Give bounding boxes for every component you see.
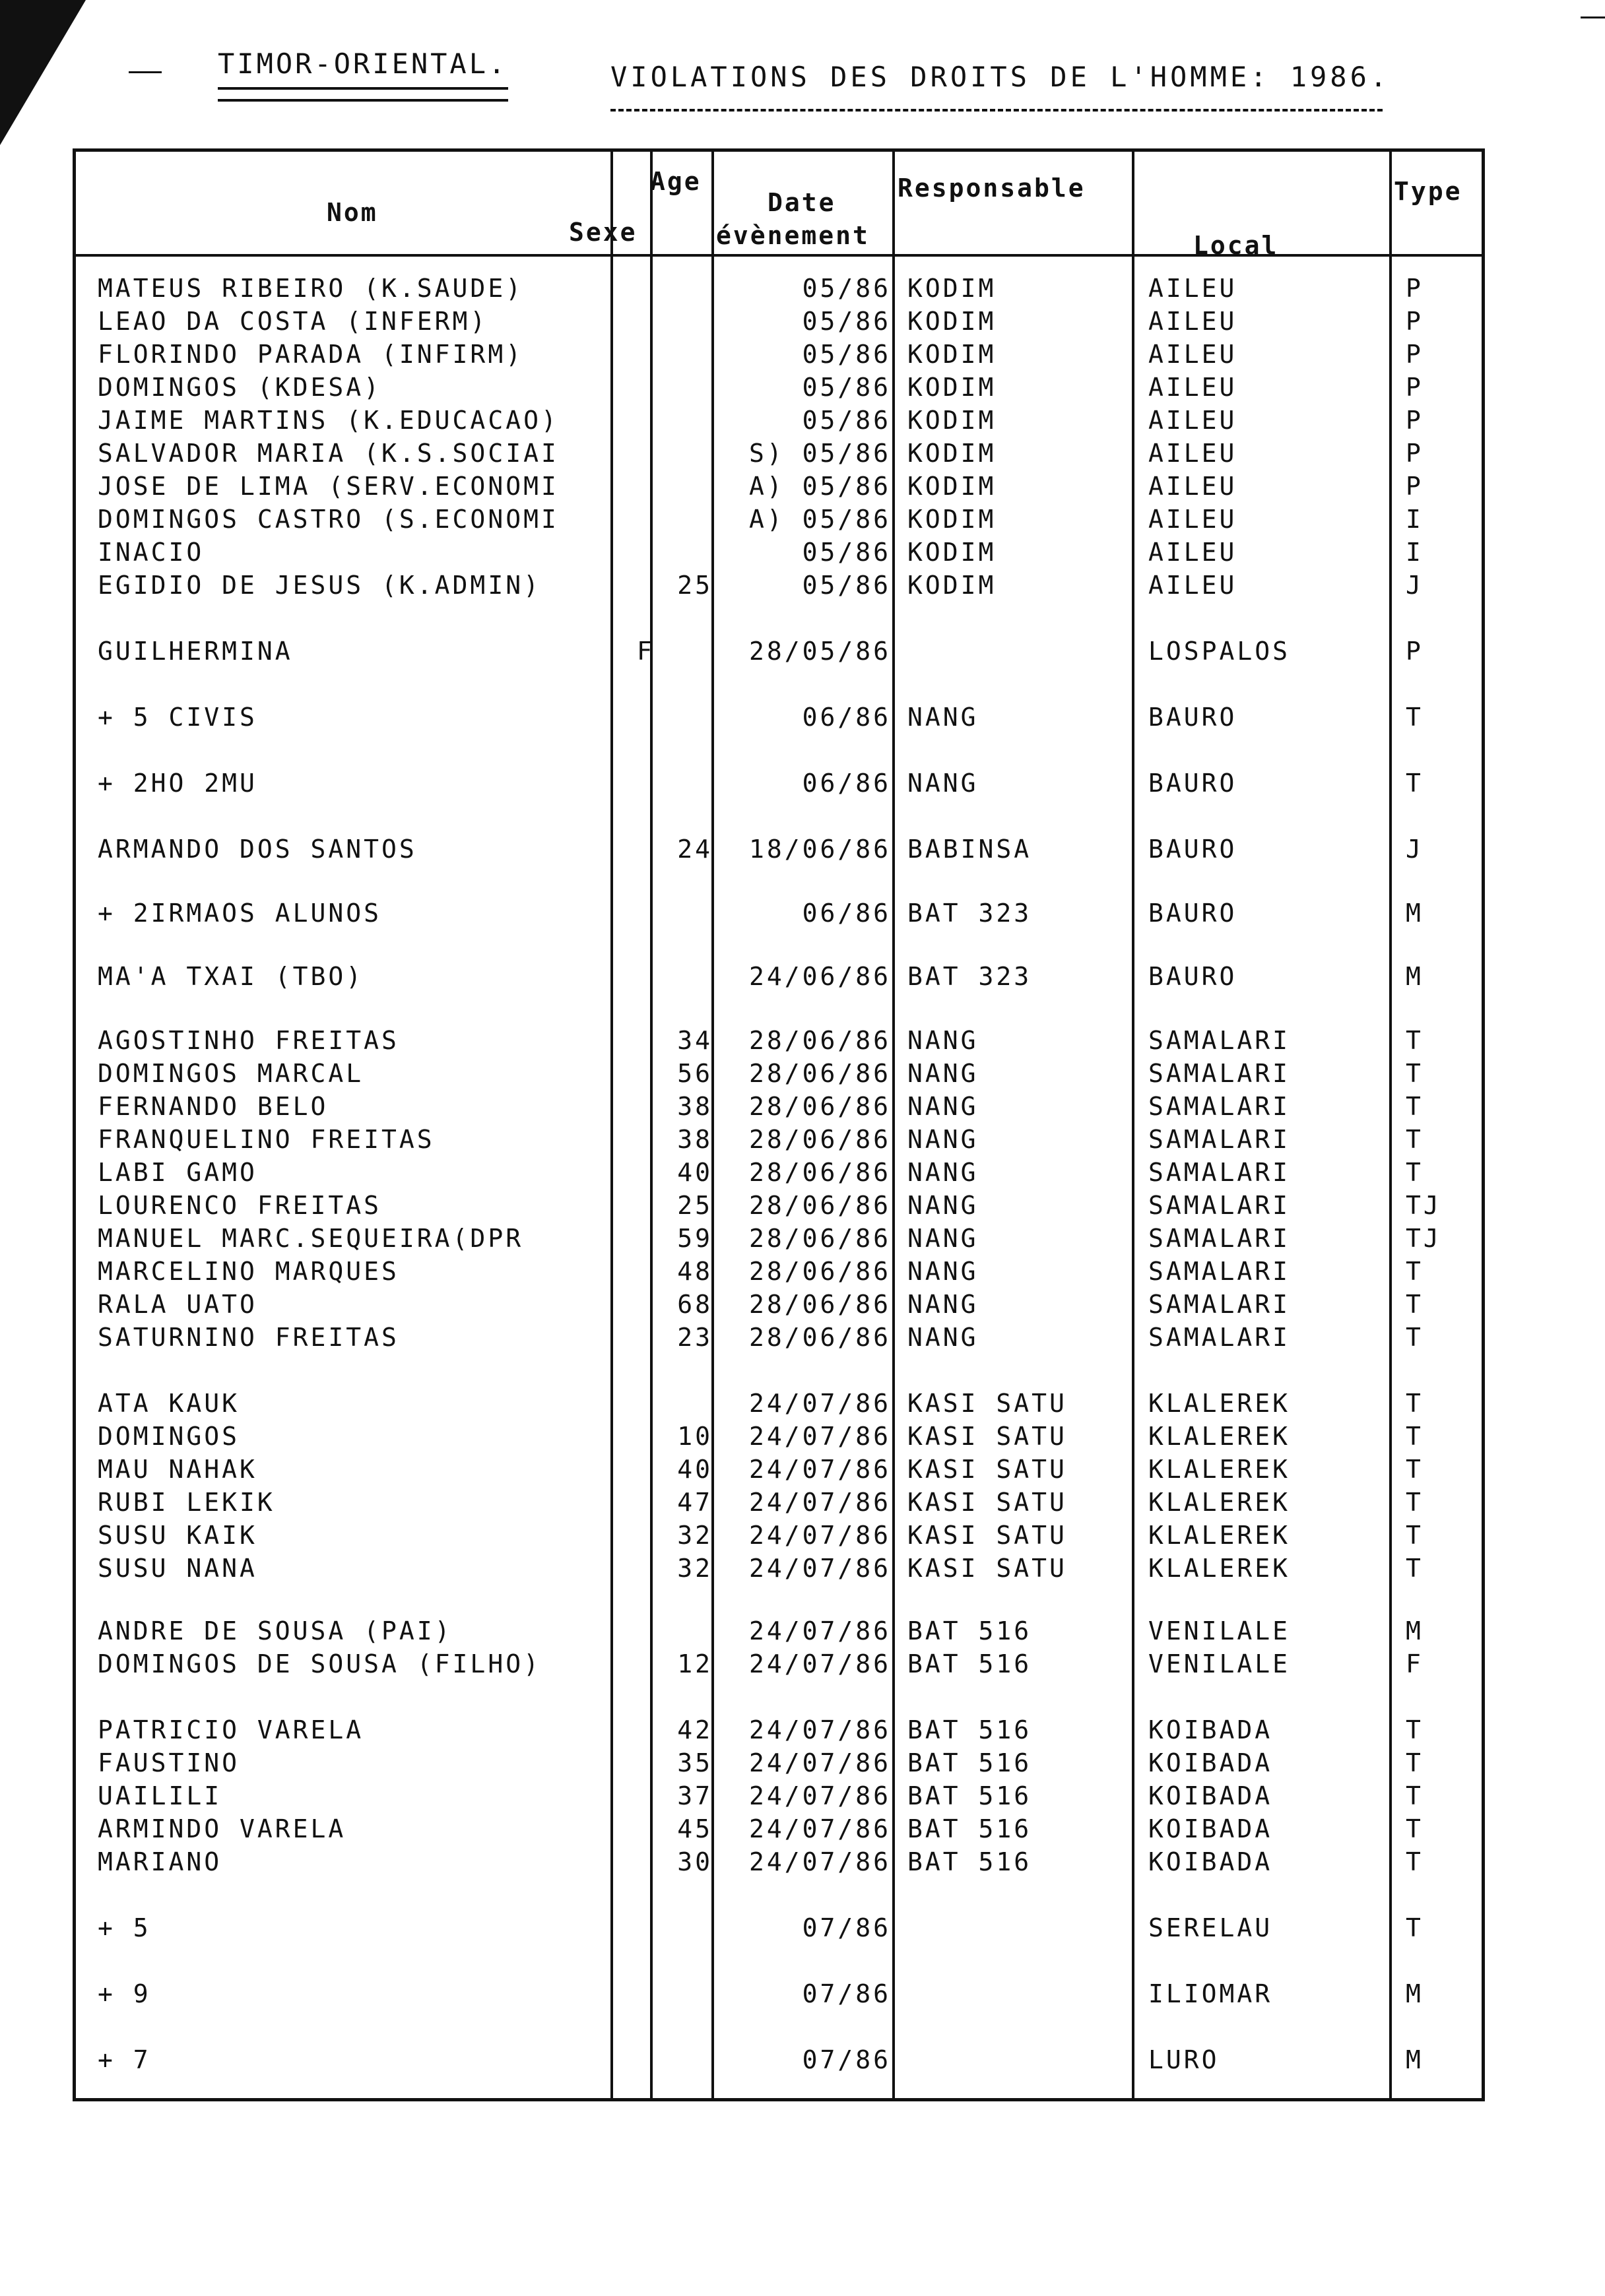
header-local: Local <box>1193 231 1279 260</box>
title-double-underline <box>218 87 508 102</box>
cell-date: 28/06/86 <box>748 1059 891 1088</box>
cell-local: SAMALARI <box>1148 1026 1291 1055</box>
cell-date: 28/06/86 <box>748 1224 891 1253</box>
cell-age: 35 <box>677 1748 713 1777</box>
cell-date: 28/06/86 <box>748 1290 891 1319</box>
cell-type: TJ <box>1406 1224 1441 1253</box>
cell-resp: KASI SATU <box>907 1554 1067 1583</box>
cell-nom: GUILHERMINA <box>98 637 293 666</box>
table-row <box>0 373 1605 406</box>
cell-date: 24/06/86 <box>748 962 891 991</box>
cell-nom: RALA UATO <box>98 1290 257 1319</box>
cell-resp: BAT 516 <box>907 1715 1032 1744</box>
cell-type: M <box>1406 899 1424 928</box>
cell-age: 25 <box>677 1191 713 1220</box>
cell-age: 32 <box>677 1554 713 1583</box>
cell-resp: BAT 516 <box>907 1781 1032 1810</box>
table-row <box>0 835 1605 868</box>
table-row <box>0 274 1605 307</box>
cell-resp: BAT 516 <box>907 1649 1032 1678</box>
table-row <box>0 1847 1605 1880</box>
cell-local: AILEU <box>1148 571 1237 600</box>
cell-date: 05/86 <box>802 340 891 369</box>
table-row <box>0 1455 1605 1488</box>
cell-local: AILEU <box>1148 538 1237 567</box>
table-row <box>0 1422 1605 1455</box>
cell-date: 24/07/86 <box>748 1389 891 1418</box>
cell-resp: NANG <box>907 1125 979 1154</box>
cell-date: 28/06/86 <box>748 1092 891 1121</box>
table-row <box>0 505 1605 538</box>
cell-local: KOIBADA <box>1148 1781 1273 1810</box>
cell-type: P <box>1406 406 1424 435</box>
table-row <box>0 1979 1605 2012</box>
cell-resp: BAT 516 <box>907 1847 1032 1876</box>
cell-resp: KASI SATU <box>907 1422 1067 1451</box>
cell-local: AILEU <box>1148 472 1237 501</box>
cell-local: KLALEREK <box>1148 1455 1291 1484</box>
table-row <box>0 439 1605 472</box>
table-row <box>0 1191 1605 1224</box>
cell-nom: LEAO DA COSTA (INFERM) <box>98 307 488 336</box>
cell-local: KLALEREK <box>1148 1521 1291 1550</box>
cell-local: SERELAU <box>1148 1913 1273 1942</box>
cell-nom: + 5 CIVIS <box>98 703 257 732</box>
cell-local: BAURO <box>1148 962 1237 991</box>
cell-nom: ANDRE DE SOUSA (PAI) <box>98 1616 453 1645</box>
cell-resp: NANG <box>907 1059 979 1088</box>
table-row <box>0 1323 1605 1356</box>
header-sexe: Sexe <box>569 218 638 247</box>
cell-type: T <box>1406 1026 1424 1055</box>
header-date: Date <box>768 188 836 217</box>
cell-date: S) 05/86 <box>748 439 891 468</box>
table-row <box>0 340 1605 373</box>
cell-age: 38 <box>677 1125 713 1154</box>
cell-nom: FLORINDO PARADA (INFIRM) <box>98 340 524 369</box>
cell-local: KLALEREK <box>1148 1389 1291 1418</box>
cell-date: 24/07/86 <box>748 1748 891 1777</box>
table-row <box>0 538 1605 571</box>
cell-type: T <box>1406 1715 1424 1744</box>
cell-date: 05/86 <box>802 538 891 567</box>
cell-date: 06/86 <box>802 703 891 732</box>
cell-nom: DOMINGOS <box>98 1422 240 1451</box>
cell-age: 34 <box>677 1026 713 1055</box>
cell-local: BAURO <box>1148 703 1237 732</box>
cell-resp: NANG <box>907 1158 979 1187</box>
cell-resp: BAT 516 <box>907 1814 1032 1843</box>
cell-local: BAURO <box>1148 835 1237 864</box>
cell-date: 24/07/86 <box>748 1488 891 1517</box>
cell-nom: MAU NAHAK <box>98 1455 257 1484</box>
table-row <box>0 472 1605 505</box>
table-row <box>0 899 1605 932</box>
cell-date: 24/07/86 <box>748 1422 891 1451</box>
cell-type: I <box>1406 538 1424 567</box>
cell-local: SAMALARI <box>1148 1290 1291 1319</box>
cell-local: KLALEREK <box>1148 1554 1291 1583</box>
cell-type: I <box>1406 505 1424 534</box>
cell-nom: EGIDIO DE JESUS (K.ADMIN) <box>98 571 541 600</box>
cell-type: T <box>1406 1488 1424 1517</box>
cell-date: 07/86 <box>802 1913 891 1942</box>
cell-resp: KODIM <box>907 307 997 336</box>
cell-date: A) 05/86 <box>748 505 891 534</box>
cell-date: 24/07/86 <box>748 1847 891 1876</box>
cell-local: KLALEREK <box>1148 1422 1291 1451</box>
cell-nom: MATEUS RIBEIRO (K.SAUDE) <box>98 274 524 303</box>
cell-age: 59 <box>677 1224 713 1253</box>
cell-resp: KODIM <box>907 373 997 402</box>
cell-nom: ARMANDO DOS SANTOS <box>98 835 417 864</box>
cell-local: AILEU <box>1148 505 1237 534</box>
cell-resp: KASI SATU <box>907 1488 1067 1517</box>
cell-age: 30 <box>677 1847 713 1876</box>
cell-resp: KASI SATU <box>907 1389 1067 1418</box>
cell-nom: SATURNINO FREITAS <box>98 1323 399 1352</box>
cell-sexe: F <box>637 637 655 666</box>
cell-resp: NANG <box>907 1323 979 1352</box>
table-row <box>0 1748 1605 1781</box>
cell-nom: AGOSTINHO FREITAS <box>98 1026 399 1055</box>
cell-age: 37 <box>677 1781 713 1810</box>
cell-resp: NANG <box>907 1224 979 1253</box>
cell-type: P <box>1406 373 1424 402</box>
cell-resp: NANG <box>907 1191 979 1220</box>
cell-nom: JOSE DE LIMA (SERV.ECONOMI <box>98 472 559 501</box>
cell-date: A) 05/86 <box>748 472 891 501</box>
cell-age: 25 <box>677 571 713 600</box>
title-dashed-underline <box>610 109 1383 112</box>
cell-resp: KODIM <box>907 472 997 501</box>
table-row <box>0 1616 1605 1649</box>
cell-local: KOIBADA <box>1148 1748 1273 1777</box>
cell-nom: SUSU KAIK <box>98 1521 257 1550</box>
cell-type: T <box>1406 1455 1424 1484</box>
cell-resp: NANG <box>907 1026 979 1055</box>
cell-nom: + 7 <box>98 2045 151 2074</box>
cell-date: 28/05/86 <box>748 637 891 666</box>
cell-nom: MANUEL MARC.SEQUEIRA(DPR <box>98 1224 524 1253</box>
table-row <box>0 637 1605 670</box>
cell-local: AILEU <box>1148 340 1237 369</box>
table-row <box>0 1026 1605 1059</box>
cell-resp: NANG <box>907 1092 979 1121</box>
table-row <box>0 307 1605 340</box>
cell-local: LURO <box>1148 2045 1220 2074</box>
cell-type: TJ <box>1406 1191 1441 1220</box>
cell-date: 24/07/86 <box>748 1521 891 1550</box>
cell-date: 28/06/86 <box>748 1191 891 1220</box>
cell-nom: DOMINGOS CASTRO (S.ECONOMI <box>98 505 559 534</box>
cell-type: T <box>1406 1847 1424 1876</box>
cell-nom: RUBI LEKIK <box>98 1488 275 1517</box>
header-dash <box>129 71 162 73</box>
header-responsable: Responsable <box>898 174 1086 203</box>
cell-date: 07/86 <box>802 2045 891 2074</box>
cell-local: KOIBADA <box>1148 1715 1273 1744</box>
cell-type: T <box>1406 1290 1424 1319</box>
cell-nom: MARIANO <box>98 1847 222 1876</box>
document-region-title: TIMOR-ORIENTAL. <box>218 48 508 80</box>
cell-date: 28/06/86 <box>748 1026 891 1055</box>
cell-local: BAURO <box>1148 899 1237 928</box>
cell-local: VENILALE <box>1148 1616 1291 1645</box>
cell-type: M <box>1406 962 1424 991</box>
scan-mark <box>1581 16 1605 18</box>
table-row <box>0 1521 1605 1554</box>
cell-type: M <box>1406 1979 1424 2008</box>
cell-date: 05/86 <box>802 307 891 336</box>
cell-date: 06/86 <box>802 769 891 798</box>
cell-age: 12 <box>677 1649 713 1678</box>
cell-type: P <box>1406 439 1424 468</box>
cell-local: SAMALARI <box>1148 1257 1291 1286</box>
cell-age: 10 <box>677 1422 713 1451</box>
table-row <box>0 1125 1605 1158</box>
cell-resp: KODIM <box>907 406 997 435</box>
cell-age: 56 <box>677 1059 713 1088</box>
cell-type: J <box>1406 835 1424 864</box>
cell-type: T <box>1406 1323 1424 1352</box>
table-row <box>0 1059 1605 1092</box>
cell-local: SAMALARI <box>1148 1191 1291 1220</box>
cell-nom: FAUSTINO <box>98 1748 240 1777</box>
cell-date: 28/06/86 <box>748 1158 891 1187</box>
table-row <box>0 2045 1605 2078</box>
cell-resp: NANG <box>907 1257 979 1286</box>
cell-local: BAURO <box>1148 769 1237 798</box>
cell-age: 32 <box>677 1521 713 1550</box>
cell-local: SAMALARI <box>1148 1092 1291 1121</box>
cell-type: T <box>1406 703 1424 732</box>
cell-type: T <box>1406 769 1424 798</box>
cell-age: 47 <box>677 1488 713 1517</box>
cell-date: 28/06/86 <box>748 1323 891 1352</box>
table-row <box>0 1649 1605 1682</box>
cell-local: LOSPALOS <box>1148 637 1291 666</box>
table-row <box>0 406 1605 439</box>
cell-local: AILEU <box>1148 274 1237 303</box>
cell-date: 24/07/86 <box>748 1649 891 1678</box>
table-row <box>0 1158 1605 1191</box>
cell-local: SAMALARI <box>1148 1323 1291 1352</box>
cell-resp: BAT 323 <box>907 899 1032 928</box>
cell-local: ILIOMAR <box>1148 1979 1273 2008</box>
cell-type: T <box>1406 1781 1424 1810</box>
table-row <box>0 769 1605 802</box>
cell-nom: + 2IRMAOS ALUNOS <box>98 899 382 928</box>
cell-date: 05/86 <box>802 571 891 600</box>
cell-nom: DOMINGOS (KDESA) <box>98 373 382 402</box>
cell-type: P <box>1406 637 1424 666</box>
cell-nom: + 2HO 2MU <box>98 769 257 798</box>
cell-resp: NANG <box>907 1290 979 1319</box>
cell-type: T <box>1406 1125 1424 1154</box>
table-row <box>0 1781 1605 1814</box>
table-row <box>0 703 1605 736</box>
cell-type: T <box>1406 1257 1424 1286</box>
cell-type: T <box>1406 1913 1424 1942</box>
cell-date: 24/07/86 <box>748 1715 891 1744</box>
cell-resp: KODIM <box>907 505 997 534</box>
table-row <box>0 1224 1605 1257</box>
cell-type: T <box>1406 1814 1424 1843</box>
cell-local: AILEU <box>1148 373 1237 402</box>
cell-type: T <box>1406 1092 1424 1121</box>
cell-date: 24/07/86 <box>748 1781 891 1810</box>
cell-type: P <box>1406 274 1424 303</box>
cell-resp: KASI SATU <box>907 1521 1067 1550</box>
cell-age: 48 <box>677 1257 713 1286</box>
table-row <box>0 1913 1605 1946</box>
header-age: Age <box>650 167 702 196</box>
cell-local: AILEU <box>1148 307 1237 336</box>
cell-type: T <box>1406 1158 1424 1187</box>
cell-nom: FERNANDO BELO <box>98 1092 329 1121</box>
header-nom: Nom <box>327 198 378 227</box>
cell-type: T <box>1406 1521 1424 1550</box>
cell-nom: INACIO <box>98 538 205 567</box>
cell-age: 40 <box>677 1455 713 1484</box>
cell-nom: MARCELINO MARQUES <box>98 1257 399 1286</box>
table-row <box>0 1488 1605 1521</box>
cell-type: T <box>1406 1554 1424 1583</box>
cell-resp: BAT 516 <box>907 1748 1032 1777</box>
table-row <box>0 1554 1605 1587</box>
cell-type: T <box>1406 1059 1424 1088</box>
cell-nom: FRANQUELINO FREITAS <box>98 1125 435 1154</box>
cell-date: 06/86 <box>802 899 891 928</box>
scan-corner-mark <box>0 0 86 145</box>
cell-resp: KODIM <box>907 439 997 468</box>
cell-type: T <box>1406 1389 1424 1418</box>
cell-nom: SALVADOR MARIA (K.S.SOCIAI <box>98 439 559 468</box>
cell-nom: SUSU NANA <box>98 1554 257 1583</box>
cell-nom: DOMINGOS DE SOUSA (FILHO) <box>98 1649 541 1678</box>
cell-resp: NANG <box>907 769 979 798</box>
cell-date: 07/86 <box>802 1979 891 2008</box>
cell-age: 23 <box>677 1323 713 1352</box>
cell-age: 42 <box>677 1715 713 1744</box>
cell-nom: PATRICIO VARELA <box>98 1715 364 1744</box>
cell-age: 24 <box>677 835 713 864</box>
cell-date: 24/07/86 <box>748 1814 891 1843</box>
table-row <box>0 1290 1605 1323</box>
cell-nom: ARMINDO VARELA <box>98 1814 346 1843</box>
cell-resp: BABINSA <box>907 835 1032 864</box>
table-row <box>0 962 1605 995</box>
cell-date: 28/06/86 <box>748 1125 891 1154</box>
cell-resp: NANG <box>907 703 979 732</box>
cell-local: KOIBADA <box>1148 1814 1273 1843</box>
cell-type: T <box>1406 1748 1424 1777</box>
cell-nom: DOMINGOS MARCAL <box>98 1059 364 1088</box>
cell-date: 05/86 <box>802 373 891 402</box>
table-row <box>0 1715 1605 1748</box>
cell-type: F <box>1406 1649 1424 1678</box>
cell-type: M <box>1406 2045 1424 2074</box>
cell-resp: KODIM <box>907 538 997 567</box>
cell-nom: UAILILI <box>98 1781 222 1810</box>
cell-date: 05/86 <box>802 406 891 435</box>
cell-local: SAMALARI <box>1148 1224 1291 1253</box>
cell-nom: ATA KAUK <box>98 1389 240 1418</box>
cell-date: 18/06/86 <box>748 835 891 864</box>
table-row <box>0 571 1605 604</box>
header-type: Type <box>1394 177 1462 206</box>
cell-nom: + 5 <box>98 1913 151 1942</box>
cell-resp: KODIM <box>907 340 997 369</box>
cell-nom: JAIME MARTINS (K.EDUCACAO) <box>98 406 559 435</box>
cell-type: M <box>1406 1616 1424 1645</box>
table-row <box>0 1092 1605 1125</box>
cell-local: SAMALARI <box>1148 1158 1291 1187</box>
document-title: VIOLATIONS DES DROITS DE L'HOMME: 1986. <box>610 61 1391 93</box>
cell-date: 24/07/86 <box>748 1554 891 1583</box>
cell-resp: BAT 516 <box>907 1616 1032 1645</box>
cell-local: SAMALARI <box>1148 1059 1291 1088</box>
cell-age: 68 <box>677 1290 713 1319</box>
cell-resp: KODIM <box>907 274 997 303</box>
cell-date: 24/07/86 <box>748 1616 891 1645</box>
cell-resp: KASI SATU <box>907 1455 1067 1484</box>
cell-local: AILEU <box>1148 406 1237 435</box>
cell-type: J <box>1406 571 1424 600</box>
cell-local: SAMALARI <box>1148 1125 1291 1154</box>
table-row <box>0 1389 1605 1422</box>
table-row <box>0 1257 1605 1290</box>
cell-local: AILEU <box>1148 439 1237 468</box>
cell-local: VENILALE <box>1148 1649 1291 1678</box>
cell-date: 28/06/86 <box>748 1257 891 1286</box>
table-row <box>0 1814 1605 1847</box>
cell-nom: + 9 <box>98 1979 151 2008</box>
cell-nom: MA'A TXAI (TBO) <box>98 962 364 991</box>
cell-resp: KODIM <box>907 571 997 600</box>
cell-local: KLALEREK <box>1148 1488 1291 1517</box>
cell-age: 45 <box>677 1814 713 1843</box>
cell-resp: BAT 323 <box>907 962 1032 991</box>
cell-date: 24/07/86 <box>748 1455 891 1484</box>
cell-type: P <box>1406 340 1424 369</box>
cell-age: 38 <box>677 1092 713 1121</box>
cell-type: P <box>1406 472 1424 501</box>
cell-type: P <box>1406 307 1424 336</box>
cell-local: KOIBADA <box>1148 1847 1273 1876</box>
cell-type: T <box>1406 1422 1424 1451</box>
cell-nom: LOURENCO FREITAS <box>98 1191 382 1220</box>
cell-nom: LABI GAMO <box>98 1158 257 1187</box>
cell-date: 05/86 <box>802 274 891 303</box>
header-date-evenement: évènement <box>716 221 870 250</box>
cell-age: 40 <box>677 1158 713 1187</box>
